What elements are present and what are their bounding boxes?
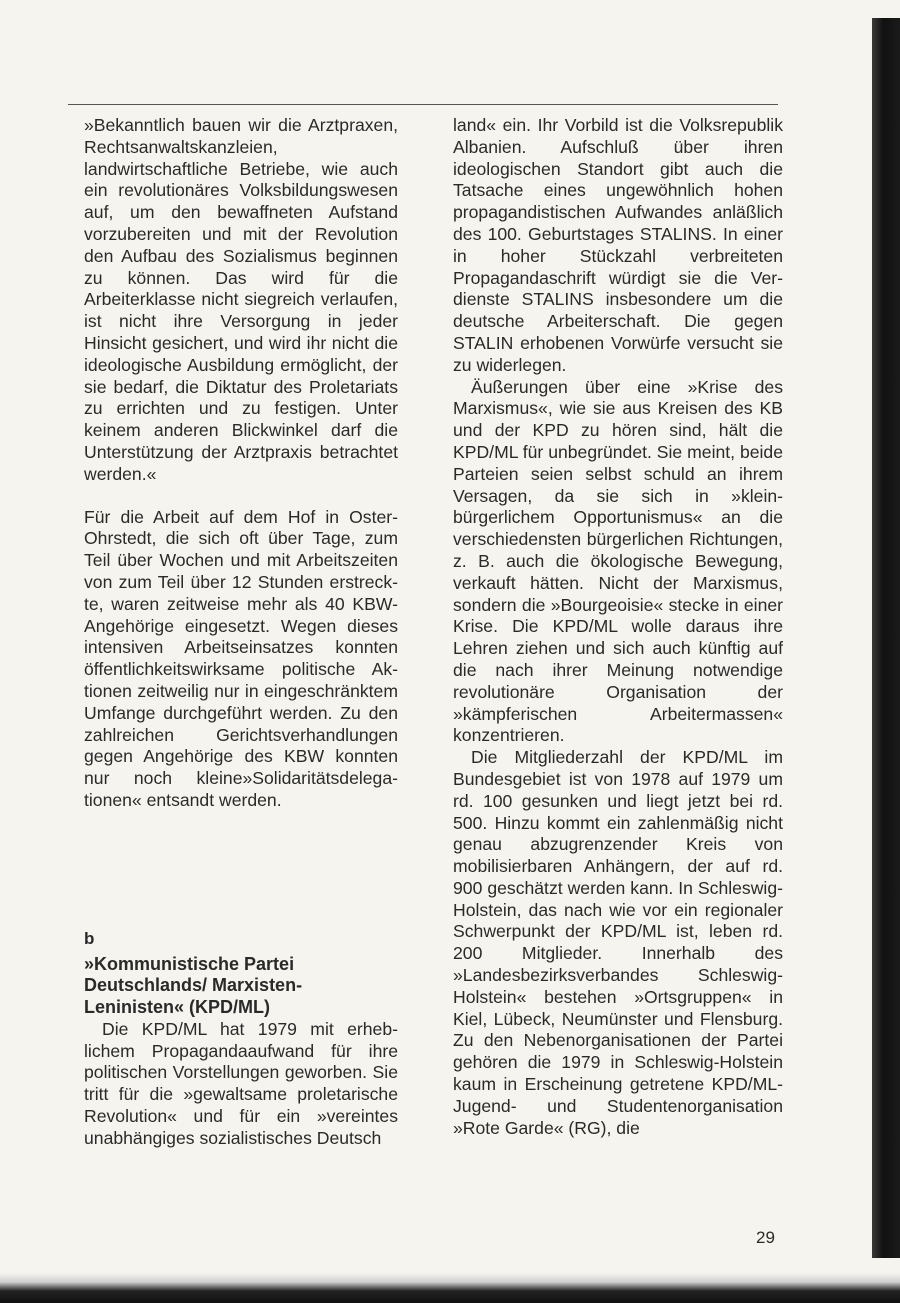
body-paragraph: land« ein. Ihr Vorbild ist die Volksrepublik Albanien. Aufschluß über ihren ideologischen Standort gibt auch die Tatsache eines ungewöhnlich hohen propagandistischen Aufwandes anläßlich des 100. Geburtstages STALINS. In einer in hoher Stückzahl verbreiteten Propagandaschrift würdigt sie die Verdienste STALINS insbesondere um die deutsche Arbeiterschaft. Die gegen STALIN erhobenen Vorwürfe versucht sie zu widerlegen. [453,115,783,375]
body-paragraph: Für die Arbeit auf dem Hof in OsterOhrstedt, die sich oft über Tage, zum Teil über Wochen und mit Arbeitszeiten von zum Teil über 12 Stunden erstreckte, waren zeitweise mehr als 40 KBW-Angehörige eingesetzt. Wegen dieses intensiven Arbeitseinsatzes konnten öffentlichkeitswirksame politische Aktionen zeitweilig nur in eingeschränktem Umfange durchgeführt werden. Zu den zahlreichen Gerichtsverhandlungen gegen Angehörige des KBW konnten nur noch kleine»Solidaritätsdelegationen« entsandt werden. [84,506,398,810]
section-heading: »Kommunistische Partei Deutschlands/ Marxisten-Leninisten« (KPD/ML) [84,953,303,1018]
right-column [453,115,783,1139]
body-paragraph: Äußerungen über eine »Krise des Marxismus«, wie sie aus Kreisen des KB und der KPD zu hören sind, hält die KPD/ML für unbegründet. Sie meint, beide Parteien seien selbst schuld an ihrem Versagen, da sie sich in »kleinbürgerlichem Opportunismus« an die verschiedensten bürgerlichen Richtungen, z. B. auch die ökologische Bewegung, verkauft hätten. Nicht der Marxismus, sondern die »Bourgeoisie« stecke in einer Krise. Die KPD/ML wolle daraus ihre Lehren ziehen und sich auch künftig auf die nach ihrer Meinung notwendige revolutionäre Organisation der »kämpferischen Arbeitermassen« konzentrieren. [453,376,783,746]
header-rule [68,104,778,105]
quote-paragraph: »Bekanntlich bauen wir die Arztpraxen, Rechtsanwaltskanzleien, landwirtschaftliche Betriebe, wie auch ein revolutionäres Volksbildungswesen auf, um den bewaffneten Aufstand vorzubereiten und mit der Revolution den Aufbau des Sozialismus beginnen zu können. Das wird für die Arbeiterklasse nicht siegreich verlaufen, ist nicht ihre Versorgung in jeder Hinsicht gesichert, und wird ihr nicht die ideologische Ausbildung ermöglicht, der sie bedarf, die Diktatur des Proletariats zu errichten und zu festigen. Unter keinem anderen Blickwinkel darf die Unterstützung der Arztpraxis betrachtet werden.« [84,115,398,484]
book-spine-shadow [872,18,900,1258]
body-paragraph: Die KPD/ML hat 1979 mit erheblichem Propagandaaufwand für ihre politischen Vorstellungen geworben. Sie tritt für die »gewaltsame proletarische Revolution« und für ein »vereintes unabhängiges sozialistisches Deutsch [84,1018,398,1148]
page-number: 29 [756,1228,775,1247]
left-column [84,115,398,1150]
page-bottom-edge [0,1273,900,1303]
body-paragraph: Die Mitgliederzahl der KPD/ML im Bundesgebiet ist von 1978 auf 1979 um rd. 100 gesunken und liegt jetzt bei rd. 500. Hinzu kommt ein zahlenmäßig nicht genau abzugrenzender Kreis von mobilisierbaren Anhängern, der auf rd. 900 geschätzt werden kann. In Schleswig-Holstein, das nach wie vor ein regionaler Schwerpunkt der KPD/ML ist, leben rd. 200 Mitglieder. Innerhalb des »Landesbezirksverbandes Schleswig-Holstein« bestehen »Ortsgruppen« in Kiel, Lübeck, Neumünster und Flensburg. Zu den Nebenorganisationen der Partei gehören die 1979 in Schleswig-Holstein kaum in Erscheinung getretene KPD/ML-Jugend- und Studentenorganisation »Rote Garde« (RG), die [453,747,783,1138]
section-letter: b [84,928,95,948]
